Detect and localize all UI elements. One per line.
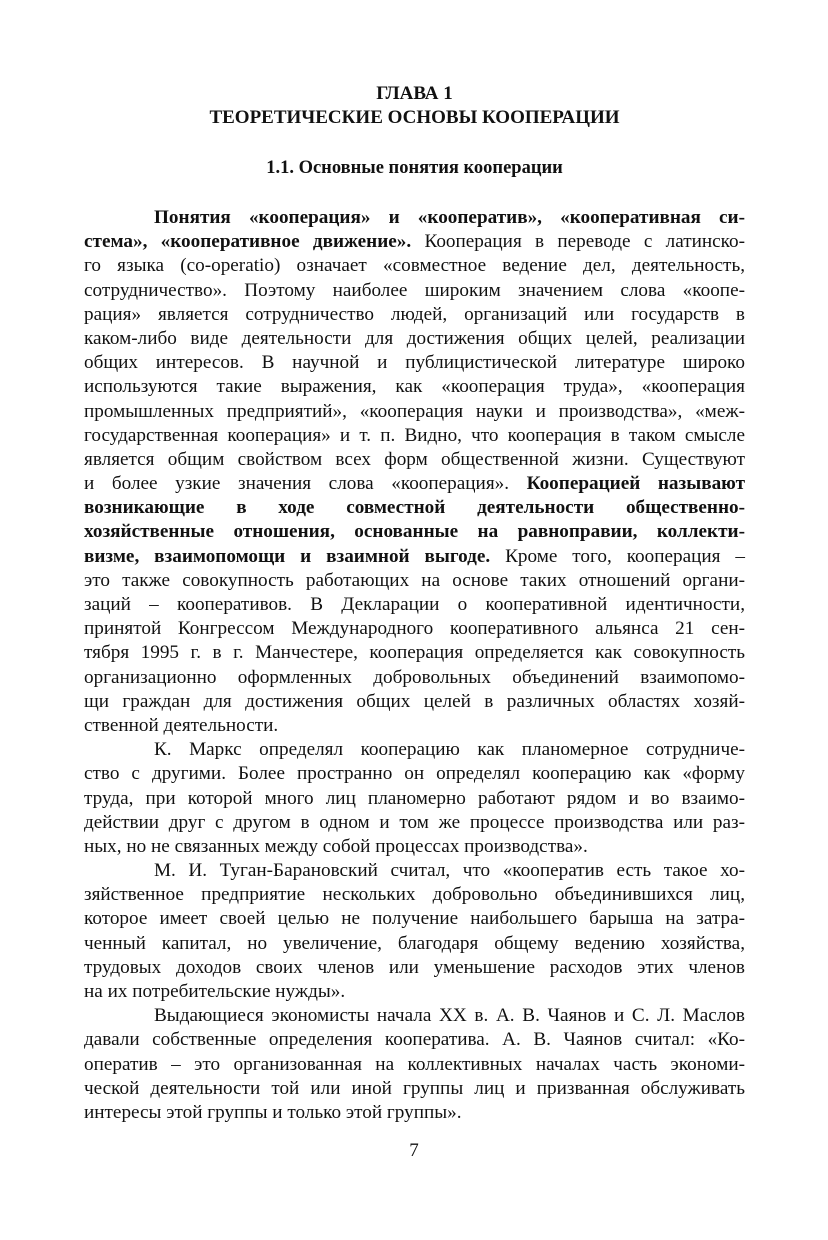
chapter-number: ГЛАВА 1	[376, 83, 453, 104]
text-line: это также совокупность работающих на основе таких отношений органи-	[84, 569, 745, 591]
text-line: оператив – это организованная на коллективных началах часть экономи-	[84, 1053, 745, 1075]
text-line: организационно оформленных добровольных объединений взаимопомо-	[84, 666, 745, 688]
section-title: 1.1. Основные понятия кооперации	[266, 158, 563, 178]
paragraph-2	[84, 738, 745, 859]
text-line: общих интересов. В научной и публицистической литературе широко	[84, 352, 745, 374]
text-line: интересы этой группы и только этой группы».	[84, 1101, 462, 1123]
text-line: стема», «кооперативное движение». Кооперация в переводе с латинско-	[84, 231, 745, 253]
book-page	[84, 82, 745, 1125]
text-line: щи граждан для достижения общих целей в различных областях хозяй-	[84, 690, 745, 712]
text-line: го языка (co-operatio) означает «совместное ведение дел, деятельность,	[84, 255, 745, 277]
text-line: ственной деятельности.	[84, 714, 279, 736]
text-line: заций – кооперативов. В Декларации о кооперативной идентичности,	[84, 594, 745, 615]
text-line: действии друг с другом в одном и том же процессе производства или раз-	[84, 811, 745, 833]
text-line: Выдающиеся экономисты начала XX в. А. В. Чаянов и С. Л. Маслов	[154, 1005, 745, 1027]
text-line: которое имеет своей целью не получение наибольшего барыша на затра-	[84, 908, 745, 930]
text-line: К. Маркс определял кооперацию как планомерное сотрудниче-	[154, 739, 745, 761]
text-line: Понятия «кооперация» и «кооператив», «кооперативная си-	[154, 207, 745, 228]
text-line: каком-либо виде деятельности для достижения общих целей, реализации	[84, 327, 745, 349]
text-line: давали собственные определения кооператива. А. В. Чаянов считал: «Ко-	[84, 1029, 745, 1051]
paragraph-4	[84, 1004, 745, 1125]
text-line: государственная кооперация» и т. п. Видно, что кооперация в таком смысле	[84, 424, 745, 446]
text-line: ченный капитал, но увеличение, благодаря общему ведению хозяйства,	[84, 932, 745, 954]
text-line: сотрудничество». Поэтому наиболее широким значением слова «коопе-	[84, 279, 745, 301]
text-line: труда, при которой много лиц планомерно работают рядом и во взаимо-	[84, 787, 745, 809]
text-line: используются такие выражения, как «кооперация труда», «кооперация	[84, 376, 745, 398]
text-line: трудовых доходов своих членов или уменьшение расходов этих членов	[84, 956, 745, 978]
text-line: возникающие в ходе совместной деятельности общественно-	[84, 497, 745, 519]
paragraph-1	[84, 206, 745, 738]
text-line: визме, взаимопомощи и взаимной выгоде. Кроме того, кооперация –	[84, 545, 745, 567]
text-line: ных, но не связанных между собой процессах производства».	[84, 835, 588, 857]
text-line: рация» является сотрудничество людей, организаций или государств в	[84, 303, 745, 325]
text-line: принятой Конгрессом Международного кооперативного альянса 21 сен-	[84, 618, 745, 640]
text-line: ство с другими. Более пространно он определял кооперацию как «форму	[84, 763, 745, 785]
text-line: является общим свойством всех форм общественной жизни. Существуют	[84, 448, 745, 470]
chapter-heading	[84, 82, 745, 130]
text-line: и более узкие значения слова «кооперация». Кооперацией называют	[84, 473, 745, 495]
paragraph-3	[84, 859, 745, 1004]
text-line: промышленных предприятий», «кооперация науки и производства», «меж-	[84, 400, 745, 422]
text-line: зяйственное предприятие нескольких добровольно объединившихся лиц,	[84, 884, 745, 906]
text-line: на их потребительские нужды».	[84, 981, 346, 1002]
text-line: М. И. Туган-Барановский считал, что «кооператив есть такое хо-	[154, 860, 745, 882]
text-line: хозяйственные отношения, основанные на равноправии, коллекти-	[84, 521, 745, 543]
page-number: 7	[409, 1140, 419, 1161]
chapter-title: ТЕОРЕТИЧЕСКИЕ ОСНОВЫ КООПЕРАЦИИ	[209, 107, 620, 128]
text-line: тября 1995 г. в г. Манчестере, кооперация определяется как совокупность	[84, 642, 745, 664]
text-line: ческой деятельности той или иной группы лиц и призванная обслуживать	[84, 1077, 745, 1099]
